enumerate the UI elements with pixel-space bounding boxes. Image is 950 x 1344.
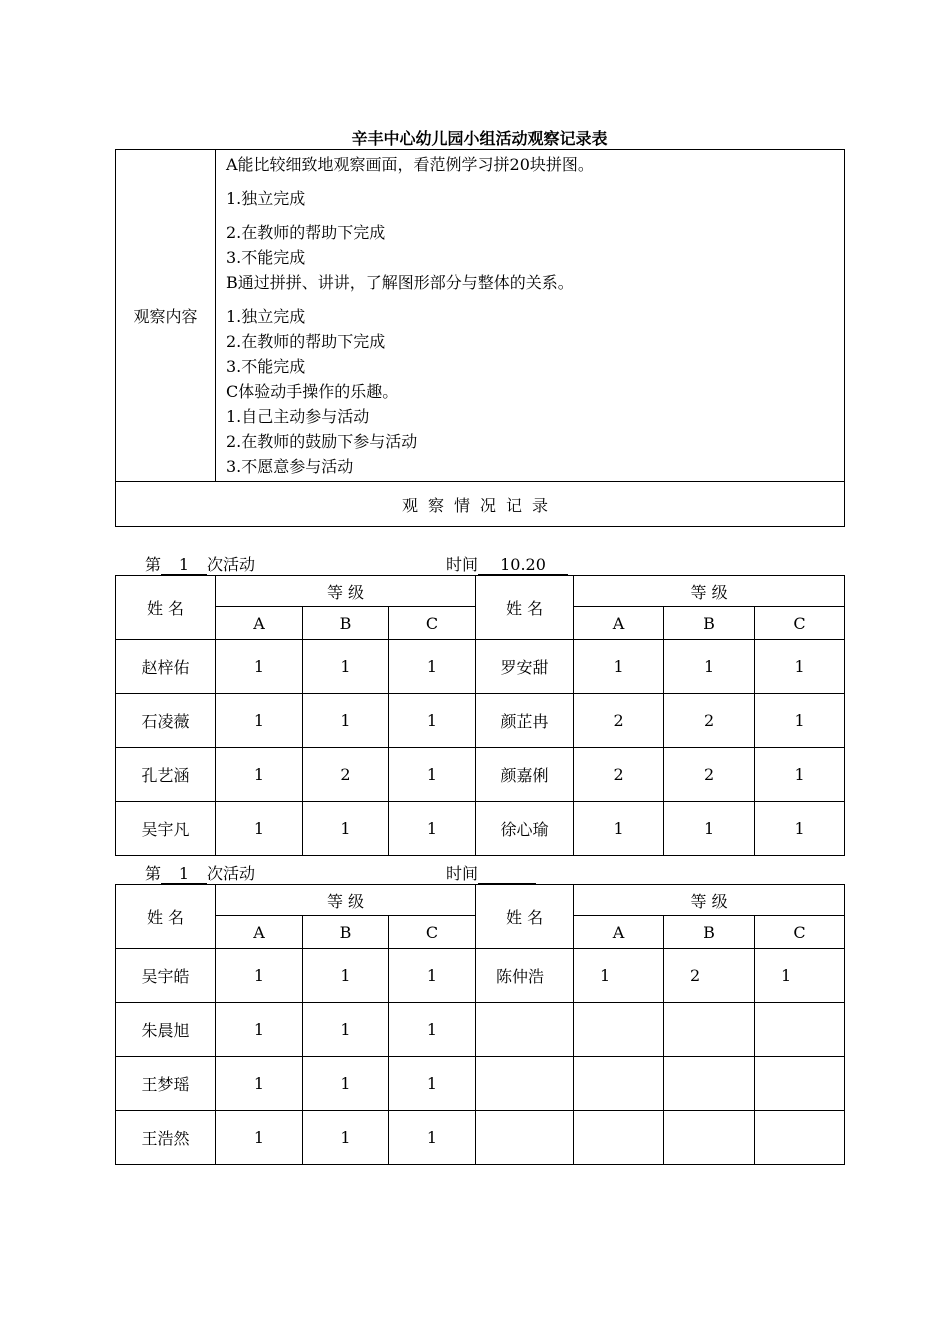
grade-a-cell: 1 — [216, 802, 303, 856]
grade-header: 等 级 — [574, 885, 845, 916]
grade-a-cell: 1 — [216, 694, 303, 748]
grade-b-cell: 1 — [303, 694, 389, 748]
grade-c-cell — [755, 1057, 845, 1111]
grade-b-cell: 2 — [303, 748, 389, 802]
observation-label: 观察内容 — [116, 150, 216, 482]
record-header: 观察情况记录 — [116, 482, 845, 527]
session-1-number: 1 — [161, 556, 207, 575]
grade-c-cell: 1 — [389, 1111, 476, 1165]
session-2-suffix: 次活动 — [207, 864, 256, 883]
grade-b-cell: 1 — [303, 949, 389, 1003]
grade-a-header: A — [574, 916, 664, 949]
session-2-number: 1 — [161, 865, 207, 884]
grade-c-header: C — [755, 916, 845, 949]
grade-c-cell: 1 — [389, 748, 476, 802]
grade-b-cell: 1 — [664, 802, 755, 856]
grade-a-cell: 1 — [216, 1057, 303, 1111]
session-1-time-value: 10.20 — [478, 556, 568, 575]
grade-b-cell: 1 — [303, 1111, 389, 1165]
grade-b-header: B — [303, 607, 389, 640]
grade-c-cell: 1 — [389, 640, 476, 694]
grade-a-cell: 2 — [574, 694, 664, 748]
grade-a-cell: 2 — [574, 748, 664, 802]
grade-b-cell — [664, 1111, 755, 1165]
grade-a-header: A — [216, 916, 303, 949]
name-header: 姓 名 — [476, 576, 574, 640]
student-name: 徐心瑜 — [476, 802, 574, 856]
grade-header: 等 级 — [216, 885, 476, 916]
criterion-b-text: B通过拼拼、讲讲，了解图形部分与整体的关系。 — [226, 273, 574, 292]
session-1-suffix: 次活动 — [207, 555, 256, 574]
observation-table — [115, 149, 845, 527]
grade-a-cell: 1 — [216, 1003, 303, 1057]
grade-b-cell: 2 — [664, 694, 755, 748]
criterion-b-option-1: 1.独立完成 — [226, 307, 306, 326]
grade-b-cell: 1 — [303, 1057, 389, 1111]
grade-a-cell: 1 — [574, 802, 664, 856]
grade-c-header: C — [389, 916, 476, 949]
session-2-time — [446, 861, 536, 884]
grade-c-cell: 1 — [389, 694, 476, 748]
student-name: 王浩然 — [116, 1111, 216, 1165]
criterion-c-option-2: 2.在教师的鼓励下参与活动 — [226, 432, 418, 451]
grade-a-cell: 1 — [216, 1111, 303, 1165]
name-header: 姓 名 — [476, 885, 574, 949]
table-row — [116, 640, 845, 694]
grade-c-cell: 1 — [389, 949, 476, 1003]
grade-b-cell: 2 — [664, 949, 755, 1003]
session-1-time-label: 时间 — [446, 555, 479, 574]
grade-a-cell: 1 — [216, 640, 303, 694]
criterion-c-option-3: 3.不愿意参与活动 — [226, 457, 354, 476]
grade-b-cell: 2 — [664, 748, 755, 802]
grade-a-cell — [574, 1057, 664, 1111]
session-2-time-label: 时间 — [446, 864, 479, 883]
table-row — [116, 1111, 845, 1165]
table-row — [116, 694, 845, 748]
grade-b-header: B — [664, 607, 755, 640]
grade-b-cell: 1 — [303, 640, 389, 694]
grade-b-cell: 1 — [303, 802, 389, 856]
student-name: 石凌薇 — [116, 694, 216, 748]
grade-c-cell: 1 — [755, 748, 845, 802]
student-name: 赵梓佑 — [116, 640, 216, 694]
grade-b-cell: 1 — [303, 1003, 389, 1057]
grade-a-header: A — [216, 607, 303, 640]
name-header: 姓 名 — [116, 576, 216, 640]
grade-b-cell — [664, 1057, 755, 1111]
grade-b-header: B — [303, 916, 389, 949]
student-name — [476, 1057, 574, 1111]
criterion-a-option-1: 1.独立完成 — [226, 189, 306, 208]
session-1-count — [145, 552, 255, 575]
grade-a-header: A — [574, 607, 664, 640]
grade-a-cell — [574, 1111, 664, 1165]
criterion-a-option-3: 3.不能完成 — [226, 248, 306, 267]
student-name: 罗安甜 — [476, 640, 574, 694]
session-2-table — [115, 884, 845, 1165]
name-header: 姓 名 — [116, 885, 216, 949]
grade-b-cell: 1 — [664, 640, 755, 694]
grade-c-cell: 1 — [389, 1057, 476, 1111]
session-1-table — [115, 575, 845, 856]
student-name: 颜芷冉 — [476, 694, 574, 748]
criterion-c-option-1: 1.自己主动参与活动 — [226, 407, 370, 426]
student-name — [476, 1003, 574, 1057]
student-name: 吴宇皓 — [116, 949, 216, 1003]
grade-c-cell: 1 — [755, 694, 845, 748]
grade-c-cell: 1 — [755, 640, 845, 694]
criterion-a-text: A能比较细致地观察画面，看范例学习拼20块拼图。 — [226, 155, 594, 174]
grade-c-cell: 1 — [389, 802, 476, 856]
grade-c-cell: 1 — [755, 802, 845, 856]
grade-a-cell: 1 — [574, 949, 664, 1003]
student-name: 王梦瑶 — [116, 1057, 216, 1111]
grade-a-cell — [574, 1003, 664, 1057]
grade-c-cell: 1 — [755, 949, 845, 1003]
student-name: 吴宇凡 — [116, 802, 216, 856]
session-2-time-value — [478, 865, 536, 884]
grade-header: 等 级 — [574, 576, 845, 607]
page-title: 辛丰中心幼儿园小组活动观察记录表 — [351, 129, 608, 148]
student-name: 孔艺涵 — [116, 748, 216, 802]
student-name — [476, 1111, 574, 1165]
session-2-prefix: 第 — [145, 864, 162, 883]
criterion-a-option-2: 2.在教师的帮助下完成 — [226, 223, 386, 242]
grade-b-header: B — [664, 916, 755, 949]
grade-b-cell — [664, 1003, 755, 1057]
student-name: 颜嘉俐 — [476, 748, 574, 802]
criterion-c-text: C体验动手操作的乐趣。 — [226, 382, 399, 401]
grade-header: 等 级 — [216, 576, 476, 607]
session-1-prefix: 第 — [145, 555, 162, 574]
grade-c-header: C — [755, 607, 845, 640]
criterion-b-option-2: 2.在教师的帮助下完成 — [226, 332, 386, 351]
session-1-time — [446, 552, 568, 575]
observation-content — [216, 150, 845, 482]
grade-c-cell — [755, 1003, 845, 1057]
criterion-b-option-3: 3.不能完成 — [226, 357, 306, 376]
grade-c-header: C — [389, 607, 476, 640]
table-row — [116, 949, 845, 1003]
table-row — [116, 802, 845, 856]
grade-a-cell: 1 — [574, 640, 664, 694]
table-row — [116, 748, 845, 802]
grade-a-cell: 1 — [216, 748, 303, 802]
student-name: 陈仲浩 — [476, 949, 574, 1003]
session-2-count — [145, 861, 255, 884]
grade-c-cell: 1 — [389, 1003, 476, 1057]
grade-c-cell — [755, 1111, 845, 1165]
table-row — [116, 1003, 845, 1057]
table-row — [116, 1057, 845, 1111]
grade-a-cell: 1 — [216, 949, 303, 1003]
student-name: 朱晨旭 — [116, 1003, 216, 1057]
